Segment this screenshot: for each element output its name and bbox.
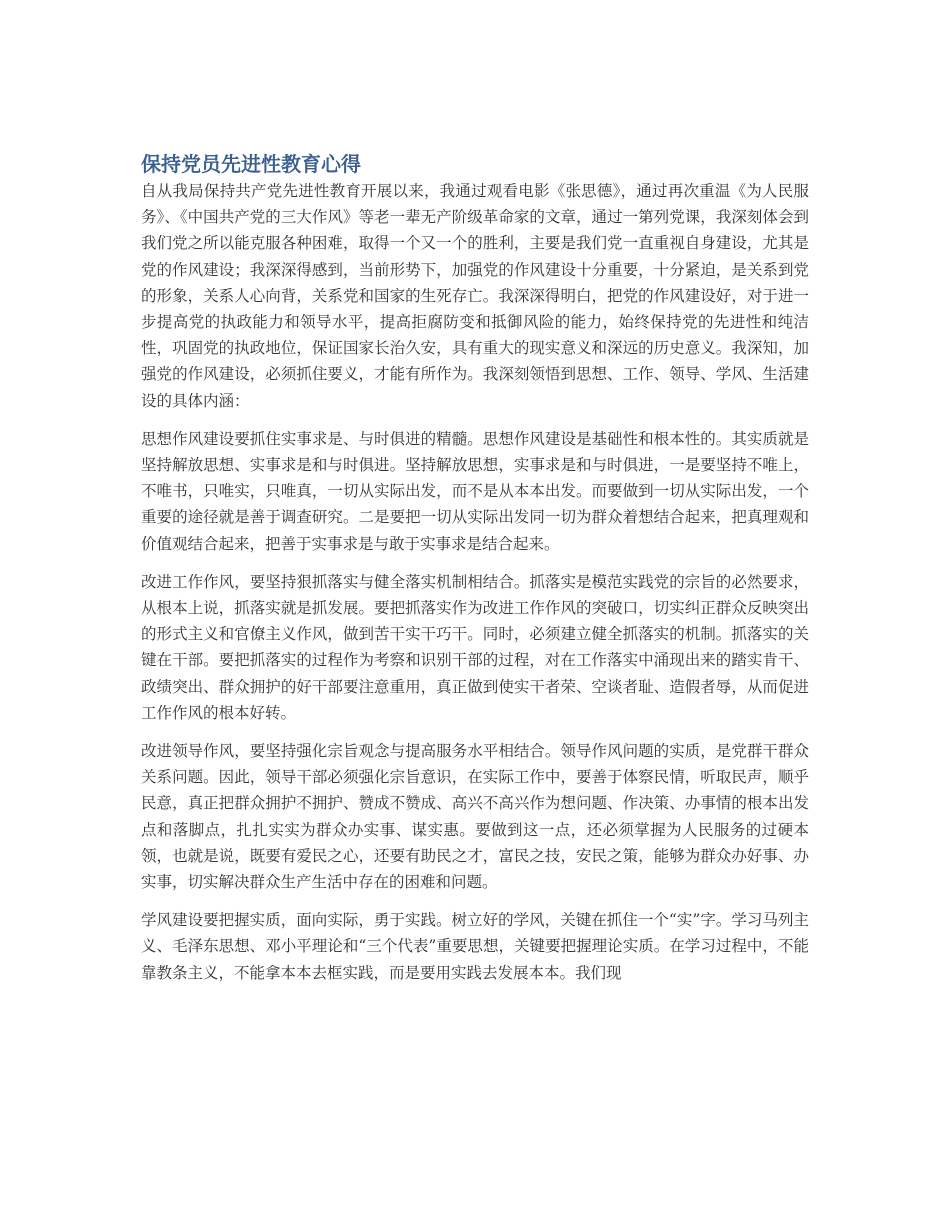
paragraph-thought-style: 思想作风建设要抓住实事求是、与时俱进的精髓。思想作风建设是基础性和根本性的。其实质就是坚持解放思想、实事求是和与时俱进。坚持解放思想，实事求是和与时俱进，一是要坚持不唯上，不唯书，只唯实，只唯真，一切从实际出发，而不是从本本出发。而要做到一切从实际出发，一个重要的途径就是善于调查研究。二是要把一切从实际出发同一切为群众着想结合起来，把真理观和价值观结合起来，把善于实事求是与敢于实事求是结合起来。 — [141, 429, 809, 553]
paragraph-work-style: 改进工作作风，要坚持狠抓落实与健全落实机制相结合。抓落实是模范实践党的宗旨的必然要求，从根本上说，抓落实就是抓发展。要把抓落实作为改进工作作风的突破口，切实纠正群众反映突出的形式主义和官僚主义作风，做到苦干实干巧干。同时，必须建立健全抓落实的机制。抓落实的关键在干部。要把抓落实的过程作为考察和识别干部的过程，对在工作落实中涌现出来的踏实肯干、政绩突出、群众拥护的好干部要注意重用，真正做到使实干者荣、空谈者耻、造假者辱，从而促进工作作风的根本好转。 — [141, 572, 809, 722]
document-body — [141, 150, 809, 998]
document-title: 保持党员先进性教育心得 — [141, 152, 361, 176]
paragraph-study-style: 学风建设要把握实质，面向实际，勇于实践。树立好的学风，关键在抓住一个“实”字。学习马列主义、毛泽东思想、邓小平理论和“三个代表”重要思想，关键要把握理论实质。在学习过程中，不能靠教条主义，不能拿本本去框实践，而是要用实践去发展本本。我们现 — [141, 911, 809, 982]
paragraph-leadership-style: 改进领导作风，要坚持强化宗旨观念与提高服务水平相结合。领导作风问题的实质，是党群干群众关系问题。因此，领导干部必须强化宗旨意识，在实际工作中，要善于体察民情，听取民声，顺乎民意，真正把群众拥护不拥护、赞成不赞成、高兴不高兴作为想问题、作决策、办事情的根本出发点和落脚点，扎扎实实为群众办实事、谋实惠。要做到这一点，还必须掌握为人民服务的过硬本领，也就是说，既要有爱民之心，还要有助民之才，富民之技，安民之策，能够为群众办好事、办实事，切实解决群众生产生活中存在的困难和问题。 — [141, 742, 809, 892]
paragraph-intro: 自从我局保持共产党先进性教育开展以来，我通过观看电影《张思德》，通过再次重温《为人民服务》、《中国共产党的三大作风》等老一辈无产阶级革命家的文章，通过一第列党课，我深刻体会到我们党之所以能克服各种困难，取得一个又一个的胜利，主要是我们党一直重视自身建设，尤其是党的作风建设；我深深得感到，当前形势下，加强党的作风建设十分重要，十分紧迫，是关系到党的形象，关系人心向背，关系党和国家的生死存亡。我深深得明白，把党的作风建设好，对于进一步提高党的执政能力和领导水平，提高拒腐防变和抵御风险的能力，始终保持党的先进性和纯洁性，巩固党的执政地位，保证国家长治久安，具有重大的现实意义和深远的历史意义。我深知，加强党的作风建设，必须抓住要义，才能有所作为。我深刻领悟到思想、工作、领导、学风、生活建设的具体内涵： — [141, 182, 809, 410]
